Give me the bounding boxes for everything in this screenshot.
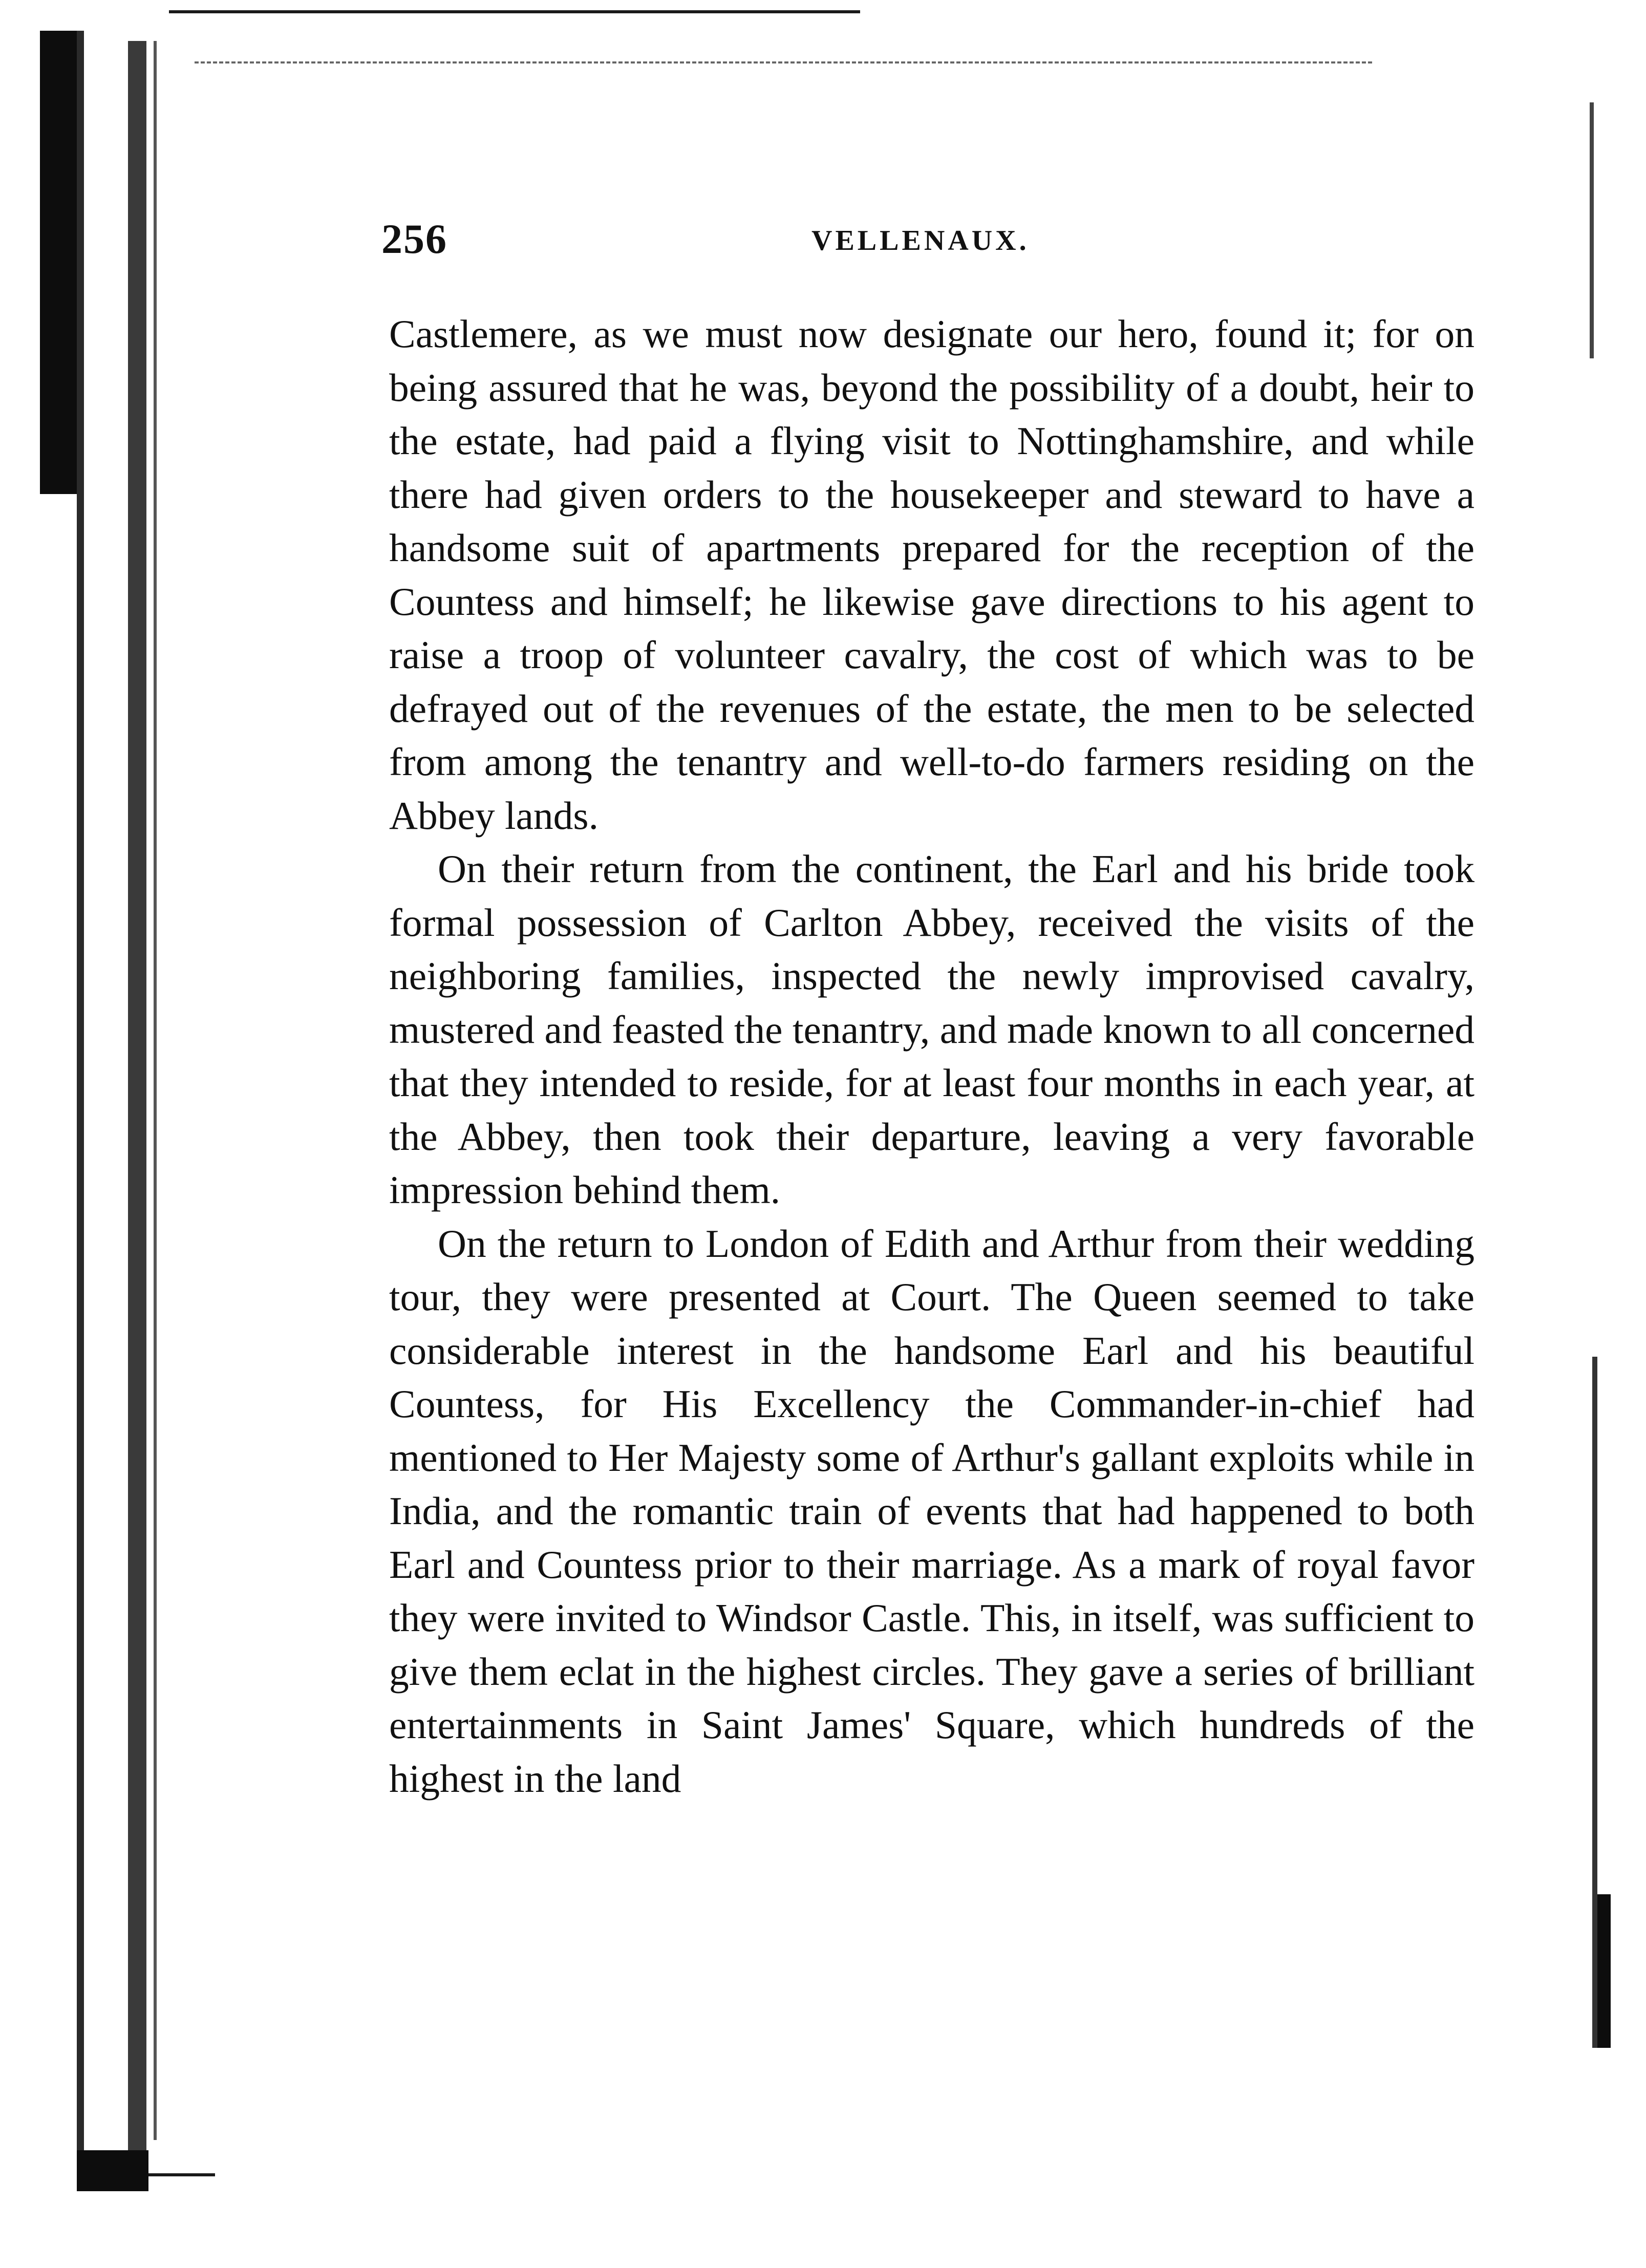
scan-left-edge-2	[128, 41, 146, 2166]
paragraph-2: On their return from the continent, the Earl and his bride took formal possession of Carlton Abbey, received the visits of the neighboring families, inspected the newly improvised cavalry, mustered and feasted the tenantry, and made known to all concerned that they intended to reside, for at least four months in each year, at the Abbey, then took their departure, leaving a very favorable impression behind them.	[389, 847, 1474, 1212]
scan-left-edge-3	[154, 41, 157, 2140]
scan-top-dashes	[195, 61, 1372, 63]
paragraph-1: Castlemere, as we must now designate our hero, found it; for on being assured that he was, beyond the possibility of a doubt, heir to the estate, had paid a flying visit to Nottinghamshire, and while there had given orders to the housekeeper and steward to have a handsome suit of apartments prepared for the reception of the Countess and himself; he likewise gave directions to his agent to raise a troop of volunteer cavalry, the cost of which was to be defrayed out of the revenues of the estate, the men to be selected from among the tenantry and well-to-do farmers residing on the Abbey lands.	[389, 312, 1474, 838]
scan-left-edge	[77, 31, 84, 2181]
scan-bottom-left-blot	[77, 2150, 148, 2191]
paragraph-3: On the return to London of Edith and Arthur from their wedding tour, they were presented at Court. The Queen seemed to take considerable interest in the handsome Earl and his beautiful Countess, for His Excellency the Commander-in-chief had mentioned to Her Majesty some of Arthur's gallant exploits while in India, and the romantic train of events that had happened to both Earl and Countess prior to their marriage. As a mark of royal favor they were invited to Windsor Castle. This, in itself, was sufficient to give them eclat in the highest circles. They gave a series of brilliant entertainments in Saint James' Square, which hundreds of the highest in the land	[389, 1221, 1474, 1801]
body-text	[389, 307, 1474, 1805]
scan-top-edge	[169, 10, 860, 13]
scan-right-edge	[1590, 102, 1594, 358]
page-number: 256	[381, 216, 447, 262]
page-header	[381, 215, 1528, 271]
scan-right-edge-2	[1592, 1357, 1597, 2048]
running-title: VELLENAUX.	[811, 225, 1030, 256]
scan-bottom-mark	[148, 2173, 215, 2176]
scan-right-blot	[1597, 1894, 1611, 2048]
scan-left-shadow	[40, 31, 77, 494]
